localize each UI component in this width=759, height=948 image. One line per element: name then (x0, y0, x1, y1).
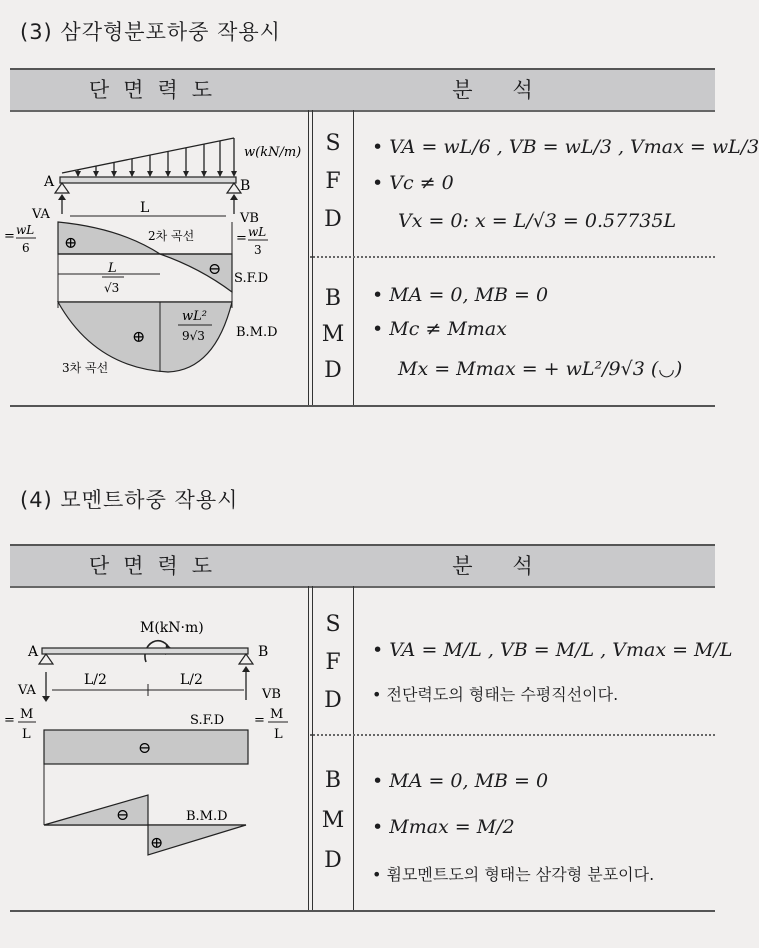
label-b: B (240, 178, 251, 194)
letter-d: D (324, 207, 342, 232)
section4-header (10, 544, 715, 588)
support-a (55, 183, 69, 193)
section4-title: (4) 모멘트하중 작용시 (20, 488, 239, 512)
column-divider-4 (308, 586, 309, 912)
bmd-line-1: • MA = 0, MB = 0 (372, 284, 549, 306)
letter-divider (353, 110, 354, 406)
bmd-line-2: • Mc ≠ Mmax (372, 318, 507, 340)
section3-title: (3) 삼각형분포하중 작용시 (20, 20, 281, 44)
triangular-load-diagram (0, 110, 308, 400)
sfd-line-1: • VA = wL/6 , VB = wL/3 , Vmax = wL/3 (372, 136, 759, 158)
bmd4-line-1: • MA = 0, MB = 0 (372, 770, 549, 792)
moment-label: M(kN·m) (140, 620, 204, 636)
bmd4-line-2: • Mmax = M/2 (372, 816, 515, 838)
mmax-num: wL² (182, 309, 207, 324)
bmd-line-3: Mx = Mmax = + wL²/9√3 (◡) (398, 358, 683, 380)
header-diagram-label: 단면력도 (88, 78, 227, 102)
vb-den: 3 (254, 243, 262, 257)
row-divider-4 (310, 734, 715, 736)
label-vb: VB (240, 211, 259, 226)
vb4-num: M (270, 707, 284, 722)
curve3-label: 3차 곡선 (62, 361, 109, 375)
table-bottom-4 (10, 910, 715, 912)
sfd-line-2: • Vc ≠ 0 (372, 172, 454, 194)
va4-den: L (22, 727, 31, 742)
bmd4-line-3: • 휨모멘트도의 형태는 삼각형 분포이다. (372, 865, 655, 884)
curve2-label: 2차 곡선 (148, 229, 195, 243)
sfd-minus: ⊖ (208, 259, 222, 278)
letter-d-4: D (324, 688, 342, 713)
svg-text:=: = (4, 229, 15, 244)
va-den: 6 (22, 241, 30, 255)
svg-text:=: = (236, 231, 247, 246)
va-num: wL (16, 223, 35, 237)
support-b-4 (239, 654, 253, 664)
letter-m: M (321, 322, 345, 347)
vb-num: wL (248, 225, 267, 239)
bmd-label: B.M.D (236, 325, 278, 340)
label-va-4: VA (18, 683, 36, 698)
distributed-load-triangle (62, 138, 234, 176)
bmd4-plus: ⊕ (150, 833, 164, 852)
sfd4-line-1: • VA = M/L , VB = M/L , Vmax = M/L (372, 639, 733, 661)
half1-label: L/2 (84, 672, 107, 688)
moment-load-diagram (0, 600, 308, 900)
sfd-label: S.F.D (234, 271, 269, 286)
svg-text:=: = (254, 713, 265, 728)
section3-header (10, 68, 715, 112)
sfd4-line-2: • 전단력도의 형태는 수평직선이다. (372, 685, 619, 704)
letter-d2: D (324, 358, 342, 383)
letter-s-4: S (325, 612, 341, 637)
letter-s: S (325, 131, 341, 156)
letter-divider-4 (353, 586, 354, 912)
letter-d2-4: D (324, 848, 342, 873)
bmd-plus: ⊕ (132, 327, 146, 346)
bmd4-negative (44, 795, 148, 825)
x-num: L (108, 261, 117, 276)
label-a: A (44, 174, 55, 190)
header-analysis-label: 분석 (452, 78, 573, 102)
letter-m-4: M (321, 808, 345, 833)
sfd-plus: ⊕ (64, 233, 78, 252)
sfd4-minus: ⊖ (138, 738, 152, 757)
va4-num: M (20, 707, 34, 722)
bmd-letters-4 (313, 770, 353, 872)
label-va: VA (32, 207, 50, 222)
label-b-4: B (258, 644, 269, 660)
label-a-4: A (28, 644, 39, 660)
header-analysis-label-4: 분석 (452, 554, 573, 578)
beam-4 (42, 648, 248, 654)
load-label: w(kN/m) (244, 145, 302, 160)
sfd-line-3: Vx = 0: x = L/√3 = 0.57735L (398, 210, 677, 232)
letter-f-4: F (325, 650, 341, 675)
support-a-4 (39, 654, 53, 664)
vb4-den: L (274, 727, 283, 742)
span-label: L (140, 200, 150, 216)
table-bottom (10, 405, 715, 407)
column-divider (308, 110, 309, 406)
x-den: √3 (104, 281, 120, 295)
letter-b: B (324, 286, 342, 311)
half2-label: L/2 (180, 672, 203, 688)
sfd4-label: S.F.D (190, 713, 225, 728)
label-vb-4: VB (262, 687, 281, 702)
letter-f: F (325, 169, 341, 194)
support-b (227, 183, 241, 193)
sfd-letters (313, 133, 353, 231)
beam (60, 177, 236, 183)
letter-b-4: B (324, 768, 342, 793)
mmax-den: 9√3 (182, 329, 205, 343)
svg-text:=: = (4, 713, 15, 728)
bmd-letters (313, 288, 353, 382)
header-diagram-label-4: 단면력도 (88, 554, 227, 578)
bmd4-label: B.M.D (186, 809, 228, 824)
sfd-letters-4 (313, 614, 353, 712)
row-divider (310, 256, 715, 258)
bmd4-minus: ⊖ (116, 805, 130, 824)
